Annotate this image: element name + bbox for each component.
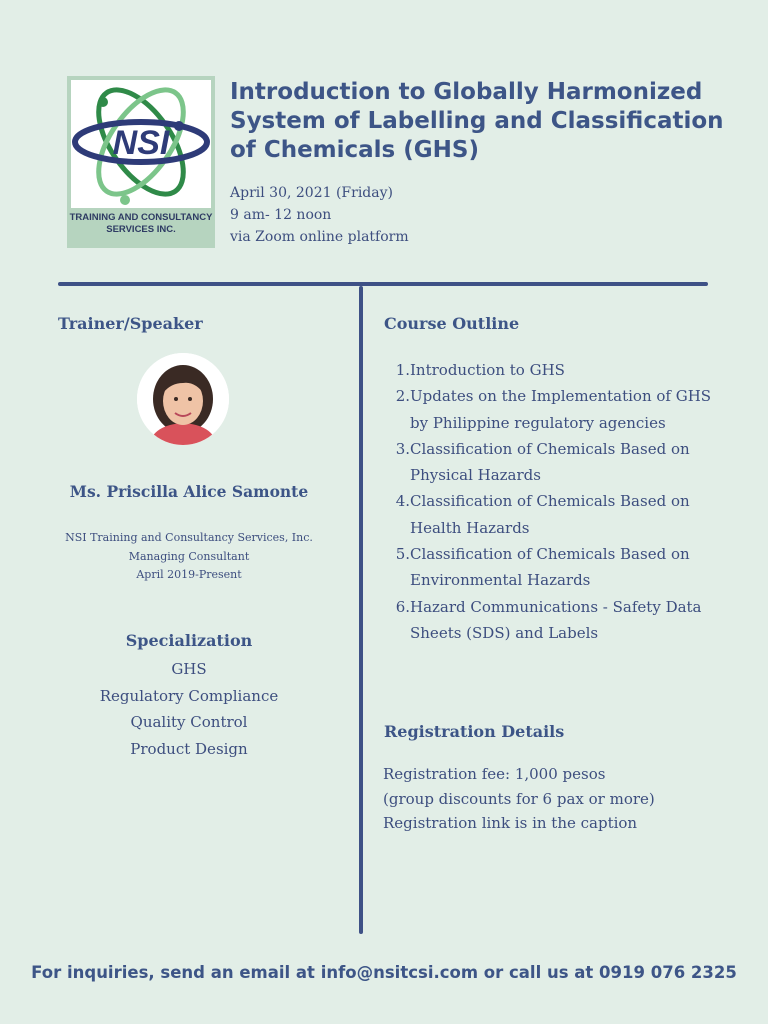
registration-fee: Registration fee: 1,000 pesos <box>383 765 606 783</box>
outline-item <box>392 594 722 647</box>
outline-item <box>392 383 722 436</box>
trainer-position: Managing Consultant <box>128 549 250 563</box>
registration-link-note: Registration link is in the caption <box>383 814 638 832</box>
event-date: April 30, 2021 (Friday) <box>230 185 393 201</box>
registration-discount: (group discounts for 6 pax or more) <box>383 789 655 808</box>
outline-text: Classification of Chemicals Based on Environmental Hazards <box>410 545 690 590</box>
outline-text: Classification of Chemicals Based on Health Hazards <box>410 492 690 537</box>
event-time: 9 am- 12 noon <box>230 207 332 223</box>
outline-number: 4. <box>395 492 410 511</box>
specialization-item: Regulatory Compliance <box>99 686 279 705</box>
trainer-info <box>38 529 340 585</box>
trainer-tenure: April 2019-Present <box>136 568 242 581</box>
outline-heading: Course Outline <box>384 314 520 333</box>
horizontal-divider <box>58 282 708 286</box>
outline-text: Classification of Chemicals Based on Physical Hazards <box>410 439 690 485</box>
outline-item <box>392 541 722 594</box>
specialization-item: Product Design <box>130 739 248 758</box>
registration-heading: Registration Details <box>384 722 565 741</box>
logo-caption-line1: TRAINING AND CONSULTANCY <box>69 212 213 223</box>
atom-logo-icon <box>71 80 211 208</box>
specialization-list <box>38 656 340 762</box>
inquiry-footer: For inquiries, send an email at info@nsitcsi.com or call us at 0919 076 2325 <box>31 963 737 982</box>
trainer-heading: Trainer/Speaker <box>58 314 203 333</box>
outline-item <box>392 488 722 541</box>
course-outline-list <box>392 357 722 646</box>
company-logo <box>67 76 215 248</box>
event-title: Introduction to Globally Harmonized System of Labelling and Classification of Chemicals (GHS) <box>230 79 724 163</box>
outline-item <box>392 357 722 383</box>
specialization-item: Quality Control <box>130 713 248 731</box>
outline-number: 5. <box>395 545 410 564</box>
trainer-name: Ms. Priscilla Alice Samonte <box>69 482 309 501</box>
outline-number: 6. <box>395 597 410 616</box>
outline-number: 3. <box>395 439 410 458</box>
outline-text: Updates on the Implementation of GHS by Philippine regulatory agencies <box>410 387 712 432</box>
specialization-heading: Specialization <box>125 631 253 650</box>
event-venue: via Zoom online platform <box>230 229 409 245</box>
logo-brand-text: NSI <box>112 124 170 162</box>
logo-caption-line2: SERVICES INC. <box>106 224 176 235</box>
vertical-divider <box>359 286 363 934</box>
outline-number: 1. <box>395 361 410 379</box>
outline-text: Introduction to GHS <box>410 361 565 379</box>
avatar <box>137 353 229 445</box>
outline-text: Hazard Communications - Safety Data Sheets (SDS) and Labels <box>410 597 702 642</box>
outline-item <box>392 436 722 489</box>
logo-caption <box>67 212 215 236</box>
registration-details <box>383 762 723 836</box>
specialization-item: GHS <box>171 660 207 678</box>
event-info <box>230 182 409 248</box>
outline-number: 2. <box>395 387 410 406</box>
trainer-company: NSI Training and Consultancy Services, Inc. <box>65 531 313 544</box>
